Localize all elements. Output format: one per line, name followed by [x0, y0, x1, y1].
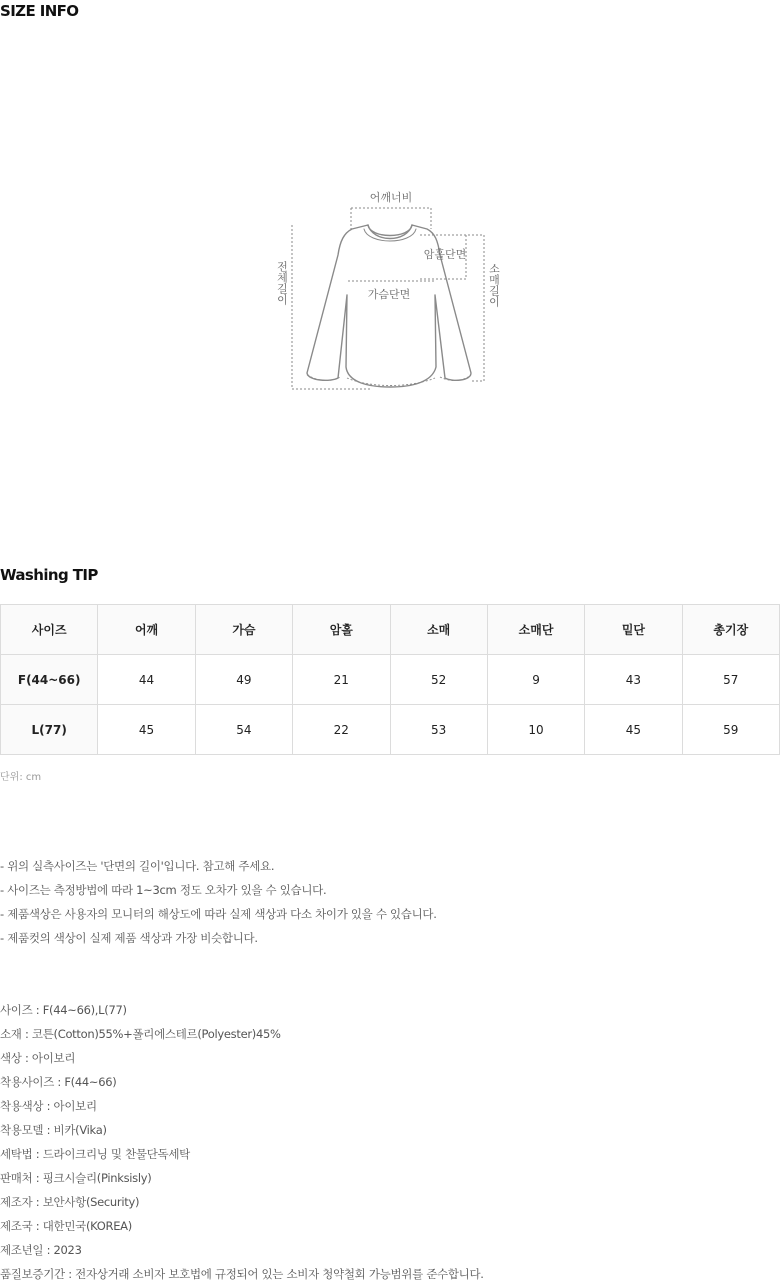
size-info-title: SIZE INFO: [0, 2, 79, 20]
table-cell: 45: [98, 705, 195, 755]
spec-manufacturer: 제조자 : 보안사항(Security): [0, 1195, 140, 1209]
table-cell: 44: [98, 655, 195, 705]
spec-model: 착용모델 : 비카(Vika): [0, 1123, 107, 1137]
header-armhole: 암홀: [293, 605, 390, 655]
note-item: - 제품색상은 사용자의 모니터의 해상도에 따라 실제 색상과 다소 차이가 있을 수 있습니다.: [0, 907, 437, 921]
header-shoulder: 어깨: [98, 605, 195, 655]
spec-worn-color: 착용색상 : 아이보리: [0, 1099, 97, 1113]
washing-tip-title: Washing TIP: [0, 566, 98, 584]
note-item: - 사이즈는 측정방법에 따라 1~3cm 정도 오차가 있을 수 있습니다.: [0, 883, 327, 897]
shoulder-label: 어깨너비: [369, 191, 413, 204]
size-cell: F(44~66): [1, 655, 98, 705]
garment-measurement-diagram: [270, 185, 500, 400]
spec-material: 소재 : 코튼(Cotton)55%+폴리에스테르(Polyester)45%: [0, 1027, 281, 1041]
header-chest: 가슴: [195, 605, 292, 655]
header-sleeve: 소매: [390, 605, 487, 655]
spec-seller: 판매처 : 핑크시슬리(Pinksisly): [0, 1171, 152, 1185]
total-length-measure-line: [292, 225, 370, 389]
armhole-label: 암홀단면: [423, 248, 467, 261]
sleeve-length-label: 소매길이: [487, 263, 500, 307]
header-hem: 밑단: [585, 605, 682, 655]
table-cell: 21: [293, 655, 390, 705]
note-item: - 제품컷의 색상이 실제 제품 색상과 가장 비슷합니다.: [0, 931, 258, 945]
header-size: 사이즈: [1, 605, 98, 655]
header-cuff: 소매단: [487, 605, 584, 655]
table-row: [1, 655, 780, 705]
table-cell: 22: [293, 705, 390, 755]
spec-color: 색상 : 아이보리: [0, 1051, 76, 1065]
spec-country: 제조국 : 대한민국(KOREA): [0, 1219, 132, 1233]
table-row: [1, 705, 780, 755]
size-cell: L(77): [1, 705, 98, 755]
table-header-row: [1, 605, 780, 655]
table-cell: 57: [682, 655, 779, 705]
spec-size: 사이즈 : F(44~66),L(77): [0, 1003, 127, 1017]
table-cell: 45: [585, 705, 682, 755]
spec-washing: 세탁법 : 드라이크리닝 및 찬물단독세탁: [0, 1147, 190, 1161]
unit-note: 단위: cm: [0, 772, 42, 783]
total-length-label: 전체길이: [275, 261, 289, 305]
product-specs: [0, 998, 484, 1286]
spec-worn-size: 착용사이즈 : F(44~66): [0, 1075, 117, 1089]
table-cell: 53: [390, 705, 487, 755]
spec-warranty: 품질보증기간 : 전자상거래 소비자 보호법에 규정되어 있는 소비자 청약철회 가능범위를 준수합니다.: [0, 1267, 484, 1281]
table-cell: 9: [487, 655, 584, 705]
table-cell: 49: [195, 655, 292, 705]
table-cell: 52: [390, 655, 487, 705]
table-cell: 10: [487, 705, 584, 755]
size-table: [0, 604, 780, 755]
table-cell: 43: [585, 655, 682, 705]
table-cell: 59: [682, 705, 779, 755]
table-cell: 54: [195, 705, 292, 755]
spec-year: 제조년일 : 2023: [0, 1243, 82, 1257]
measurement-notes: [0, 854, 437, 950]
note-item: - 위의 실측사이즈는 '단면의 길이'입니다. 참고해 주세요.: [0, 859, 275, 873]
chest-label: 가슴단면: [367, 288, 411, 301]
header-total-length: 총기장: [682, 605, 779, 655]
